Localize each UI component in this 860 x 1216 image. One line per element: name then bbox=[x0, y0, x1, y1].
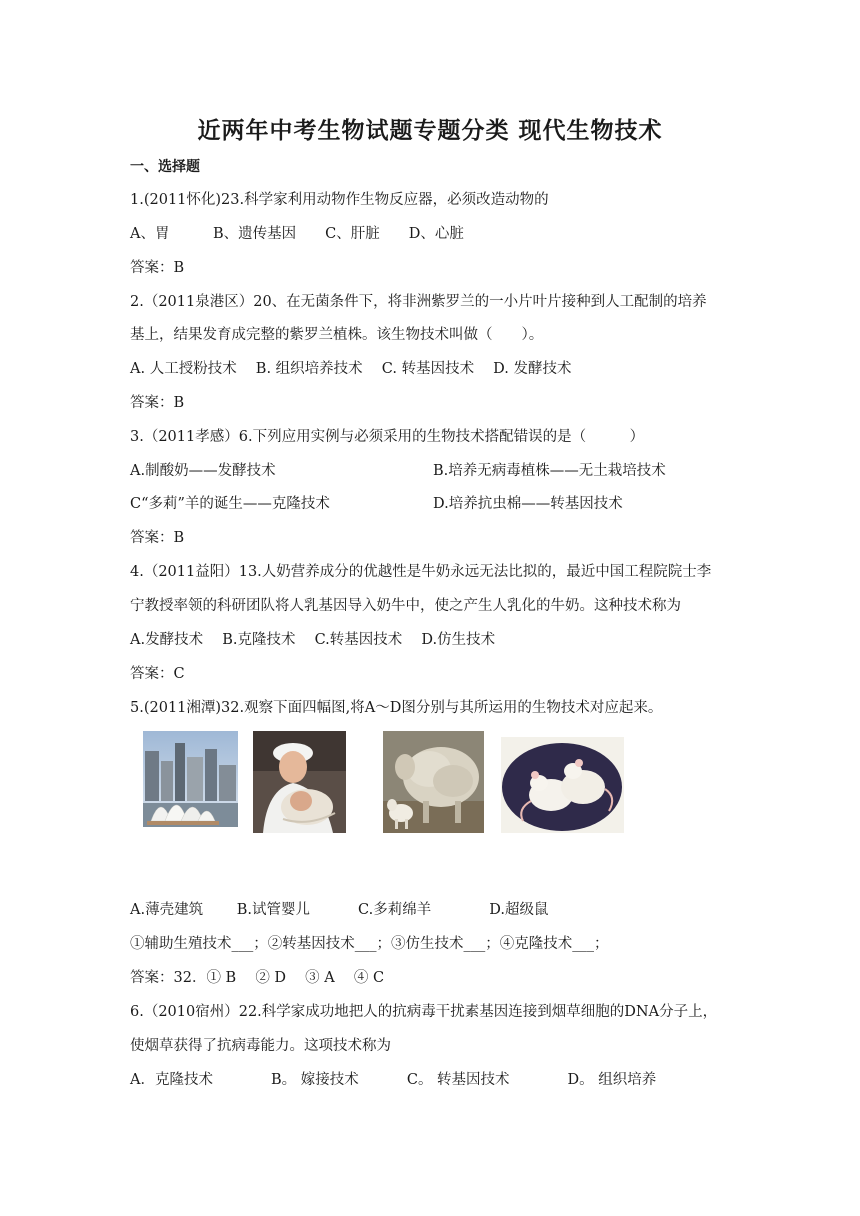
q5-options: A.薄壳建筑 B.试管婴儿 C.多莉绵羊 D.超级鼠 bbox=[130, 902, 549, 918]
q4-answer: 答案：C bbox=[130, 666, 185, 682]
q3-option-c: C“多莉”羊的诞生——克隆技术 bbox=[130, 496, 330, 512]
q5-answer: 答案：32．① B ② D ③ A ④ C bbox=[130, 970, 385, 986]
q6-options: A．克隆技术 B。 嫁接技术 C。 转基因技术 D。 组织培养 bbox=[130, 1072, 657, 1088]
q3-answer: 答案：B bbox=[130, 530, 185, 546]
q6-stem-line2: 使烟草获得了抗病毒能力。这项技术称为 bbox=[130, 1038, 391, 1054]
q5-blanks: ①辅助生殖技术___；②转基因技术___；③仿生技术___；④克隆技术___； bbox=[130, 936, 609, 952]
q5-stem: 5.(2011湘潭)32.观察下面四幅图,将A～D图分别与其所运用的生物技术对应起来。 bbox=[130, 700, 663, 716]
q6-stem-line1: 6.（2010宿州）22.科学家成功地把人的抗病毒干扰素基因连接到烟草细胞的DNA分子上， bbox=[130, 1004, 718, 1020]
mice-photo bbox=[501, 737, 624, 833]
q1-answer: 答案：B bbox=[130, 260, 185, 276]
q4-stem-line2: 宁教授率领的科研团队将人乳基因导入奶牛中，使之产生人乳化的牛奶。这种技术称为 bbox=[130, 598, 681, 614]
q2-options: A. 人工授粉技术 B. 组织培养技术 C. 转基因技术 D. 发酵技术 bbox=[130, 361, 572, 377]
q1-stem: 1.(2011怀化)23.科学家利用动物作生物反应器，必须改造动物的 bbox=[130, 192, 549, 208]
q1-options: A、胃 B、遗传基因 C、肝脏 D、心脏 bbox=[130, 226, 464, 242]
page-title: 近两年中考生物试题专题分类 现代生物技术 bbox=[197, 118, 663, 144]
q3-option-d: D.培养抗虫棉——转基因技术 bbox=[433, 496, 623, 512]
q3-option-a: A.制酸奶——发酵技术 bbox=[130, 463, 276, 479]
q4-stem-line1: 4.（2011益阳）13.人奶营养成分的优越性是牛奶永远无法比拟的，最近中国工程院院士李 bbox=[130, 564, 712, 580]
sheep-photo bbox=[383, 731, 484, 833]
q3-stem: 3.（2011孝感）6.下列应用实例与必须采用的生物技术搭配错误的是（ ） bbox=[130, 429, 645, 445]
q2-answer: 答案：B bbox=[130, 395, 185, 411]
q2-stem-line2: 基上，结果发育成完整的紫罗兰植株。该生物技术叫做（ ）。 bbox=[130, 327, 544, 343]
opera-house-photo bbox=[143, 731, 238, 827]
section-heading: 一、选择题 bbox=[130, 159, 200, 175]
q4-options: A.发酵技术 B.克隆技术 C.转基因技术 D.仿生技术 bbox=[130, 632, 496, 648]
q3-option-b: B.培养无病毒植株——无土栽培技术 bbox=[433, 463, 666, 479]
q2-stem-line1: 2.（2011泉港区）20、在无菌条件下，将非洲紫罗兰的一小片叶片接种到人工配制的培养 bbox=[130, 294, 707, 310]
baby-photo bbox=[253, 731, 346, 833]
